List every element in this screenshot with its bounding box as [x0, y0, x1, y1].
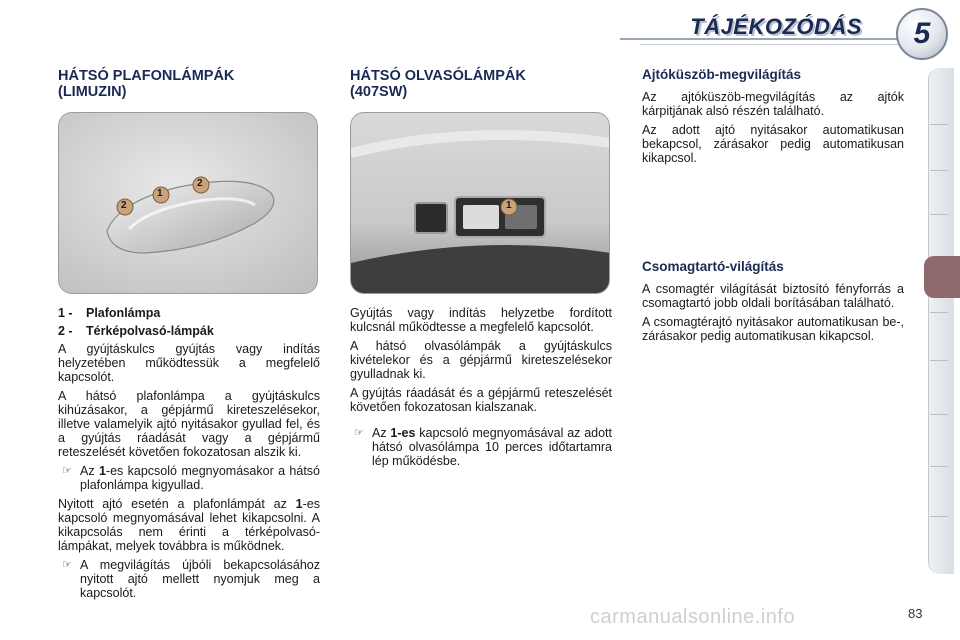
paragraph: A csomagtér világítását biztosító fényforrás a csomagtartó jobb oldali borításában található. — [642, 282, 904, 310]
legend-text: Térképolvasó-lámpák — [86, 324, 214, 338]
heading-line: HÁTSÓ OLVASÓLÁMPÁK — [350, 68, 526, 84]
rail-divider — [930, 466, 948, 467]
page-number: 83 — [908, 606, 923, 621]
chapter-title: TÁJÉKOZÓDÁS — [690, 14, 862, 39]
paragraph — [58, 497, 320, 553]
rail-divider — [930, 214, 948, 215]
column-boot-lighting — [642, 260, 904, 348]
column-sill-and-boot-lighting — [642, 68, 904, 170]
paragraph: Az adott ajtó nyitásakor automatikusan bekapcsol, zárásakor pedig automatikusan kikapcsol. — [642, 123, 904, 165]
text-run: Az — [80, 464, 95, 478]
paragraph: A gyújtáskulcs gyújtás vagy indítás helyzetében működtessük a megfelelő kapcsolót. — [58, 342, 320, 384]
text-run-bold: 1-es — [390, 426, 416, 440]
text-run-bold: 1 — [98, 464, 106, 478]
header-rule-secondary — [640, 44, 910, 45]
chapter-number-badge — [896, 8, 948, 60]
paragraph: Gyújtás vagy indítás helyzetbe fordított kulcsnál működtesse a megfelelő kapcsolót. — [350, 306, 612, 334]
chapter-number: 5 — [913, 17, 931, 50]
text-run: -es kapcsoló megnyomásakor a hátsó plafonlámpa kigyullad. — [80, 464, 320, 492]
column-rear-ceiling-lamps — [58, 68, 320, 100]
rail-divider — [930, 414, 948, 415]
rail-divider — [930, 516, 948, 517]
legend-number: 2 - — [58, 324, 73, 338]
paragraph: A csomagtérajtó nyitásakor automatikusan be-, zárásakor pedig automatikusan kikapcsol. — [642, 315, 904, 343]
heading-line: (LIMUZIN) — [58, 84, 127, 100]
watermark: carmanualsonline.info — [590, 606, 796, 628]
legend-item-1 — [58, 306, 320, 320]
column-rear-reading-lamps — [350, 68, 612, 100]
heading-line: HÁTSÓ PLAFONLÁMPÁK — [58, 68, 235, 84]
text-run-bold: 1 — [295, 497, 303, 511]
callout-label: 2 — [121, 200, 127, 211]
bullet-item — [58, 558, 320, 600]
bullet-item — [350, 426, 612, 468]
text-run: -es kapcsoló megnyomásával lehet kikapcsolni. A kikapcsolás nem érinti a térképolvasó-lámpákat, melyek továbbra is működnek. — [58, 497, 320, 553]
bullet-item — [58, 464, 320, 492]
chapter-tab-rail — [928, 68, 954, 574]
legend-item-2 — [58, 324, 320, 338]
rail-divider — [930, 312, 948, 313]
column-rear-ceiling-lamps-text — [58, 306, 320, 605]
text-run: kapcsoló megnyomásával az adott hátsó olvasólámpa 10 perces időtartamra lép működésbe. — [372, 426, 612, 468]
rail-divider — [930, 124, 948, 125]
legend-number: 1 - — [58, 306, 73, 320]
pointing-hand-icon: ☞ — [62, 559, 72, 571]
reading-lamp-illustration — [351, 113, 610, 294]
subsection-heading: Csomagtartó-világítás — [642, 259, 784, 274]
subsection-heading: Ajtóküszöb-megvilágítás — [642, 67, 802, 82]
paragraph: A gyújtás ráadását és a gépjármű reteszelését követően fokozatosan kialszanak. — [350, 386, 612, 414]
rail-divider — [930, 360, 948, 361]
active-chapter-tab — [924, 256, 960, 298]
reading-lamp-photo — [350, 112, 610, 294]
paragraph: Az ajtóküszöb-megvilágítás az ajtók kárpitjának alsó részén található. — [642, 90, 904, 118]
section-heading — [350, 68, 612, 100]
section-heading — [58, 68, 320, 100]
pointing-hand-icon: ☞ — [354, 427, 364, 439]
callout-label: 2 — [197, 178, 203, 189]
text-run: Az — [372, 426, 387, 440]
rail-divider — [930, 170, 948, 171]
ceiling-lamp-illustration — [59, 113, 318, 294]
ceiling-lamp-photo — [58, 112, 318, 294]
text-run: Nyitott ajtó esetén a plafonlámpát az — [58, 497, 287, 511]
column-rear-reading-lamps-text — [350, 306, 612, 473]
callout-label: 1 — [506, 200, 512, 211]
text-run: A megvilágítás újbóli bekapcsolásához nyitott ajtó mellett nyomjuk meg a kapcsolót. — [80, 558, 320, 600]
pointing-hand-icon: ☞ — [62, 465, 72, 477]
paragraph: A hátsó olvasólámpák a gyújtáskulcs kivételekor és a gépjármű kireteszelésekor gyulladnak ki. — [350, 339, 612, 381]
heading-line: (407SW) — [350, 84, 408, 100]
paragraph: A hátsó plafonlámpa a gyújtáskulcs kihúzásakor, a gépjármű kireteszelésekor, illetve valamelyik ajtó nyitásakor gyullad fel, és a gyújtás ráadását vagy a gépjármű reteszelését követően fokozatosan alszik ki. — [58, 389, 320, 459]
callout-label: 1 — [157, 188, 163, 199]
legend-text: Plafonlámpa — [86, 306, 161, 320]
